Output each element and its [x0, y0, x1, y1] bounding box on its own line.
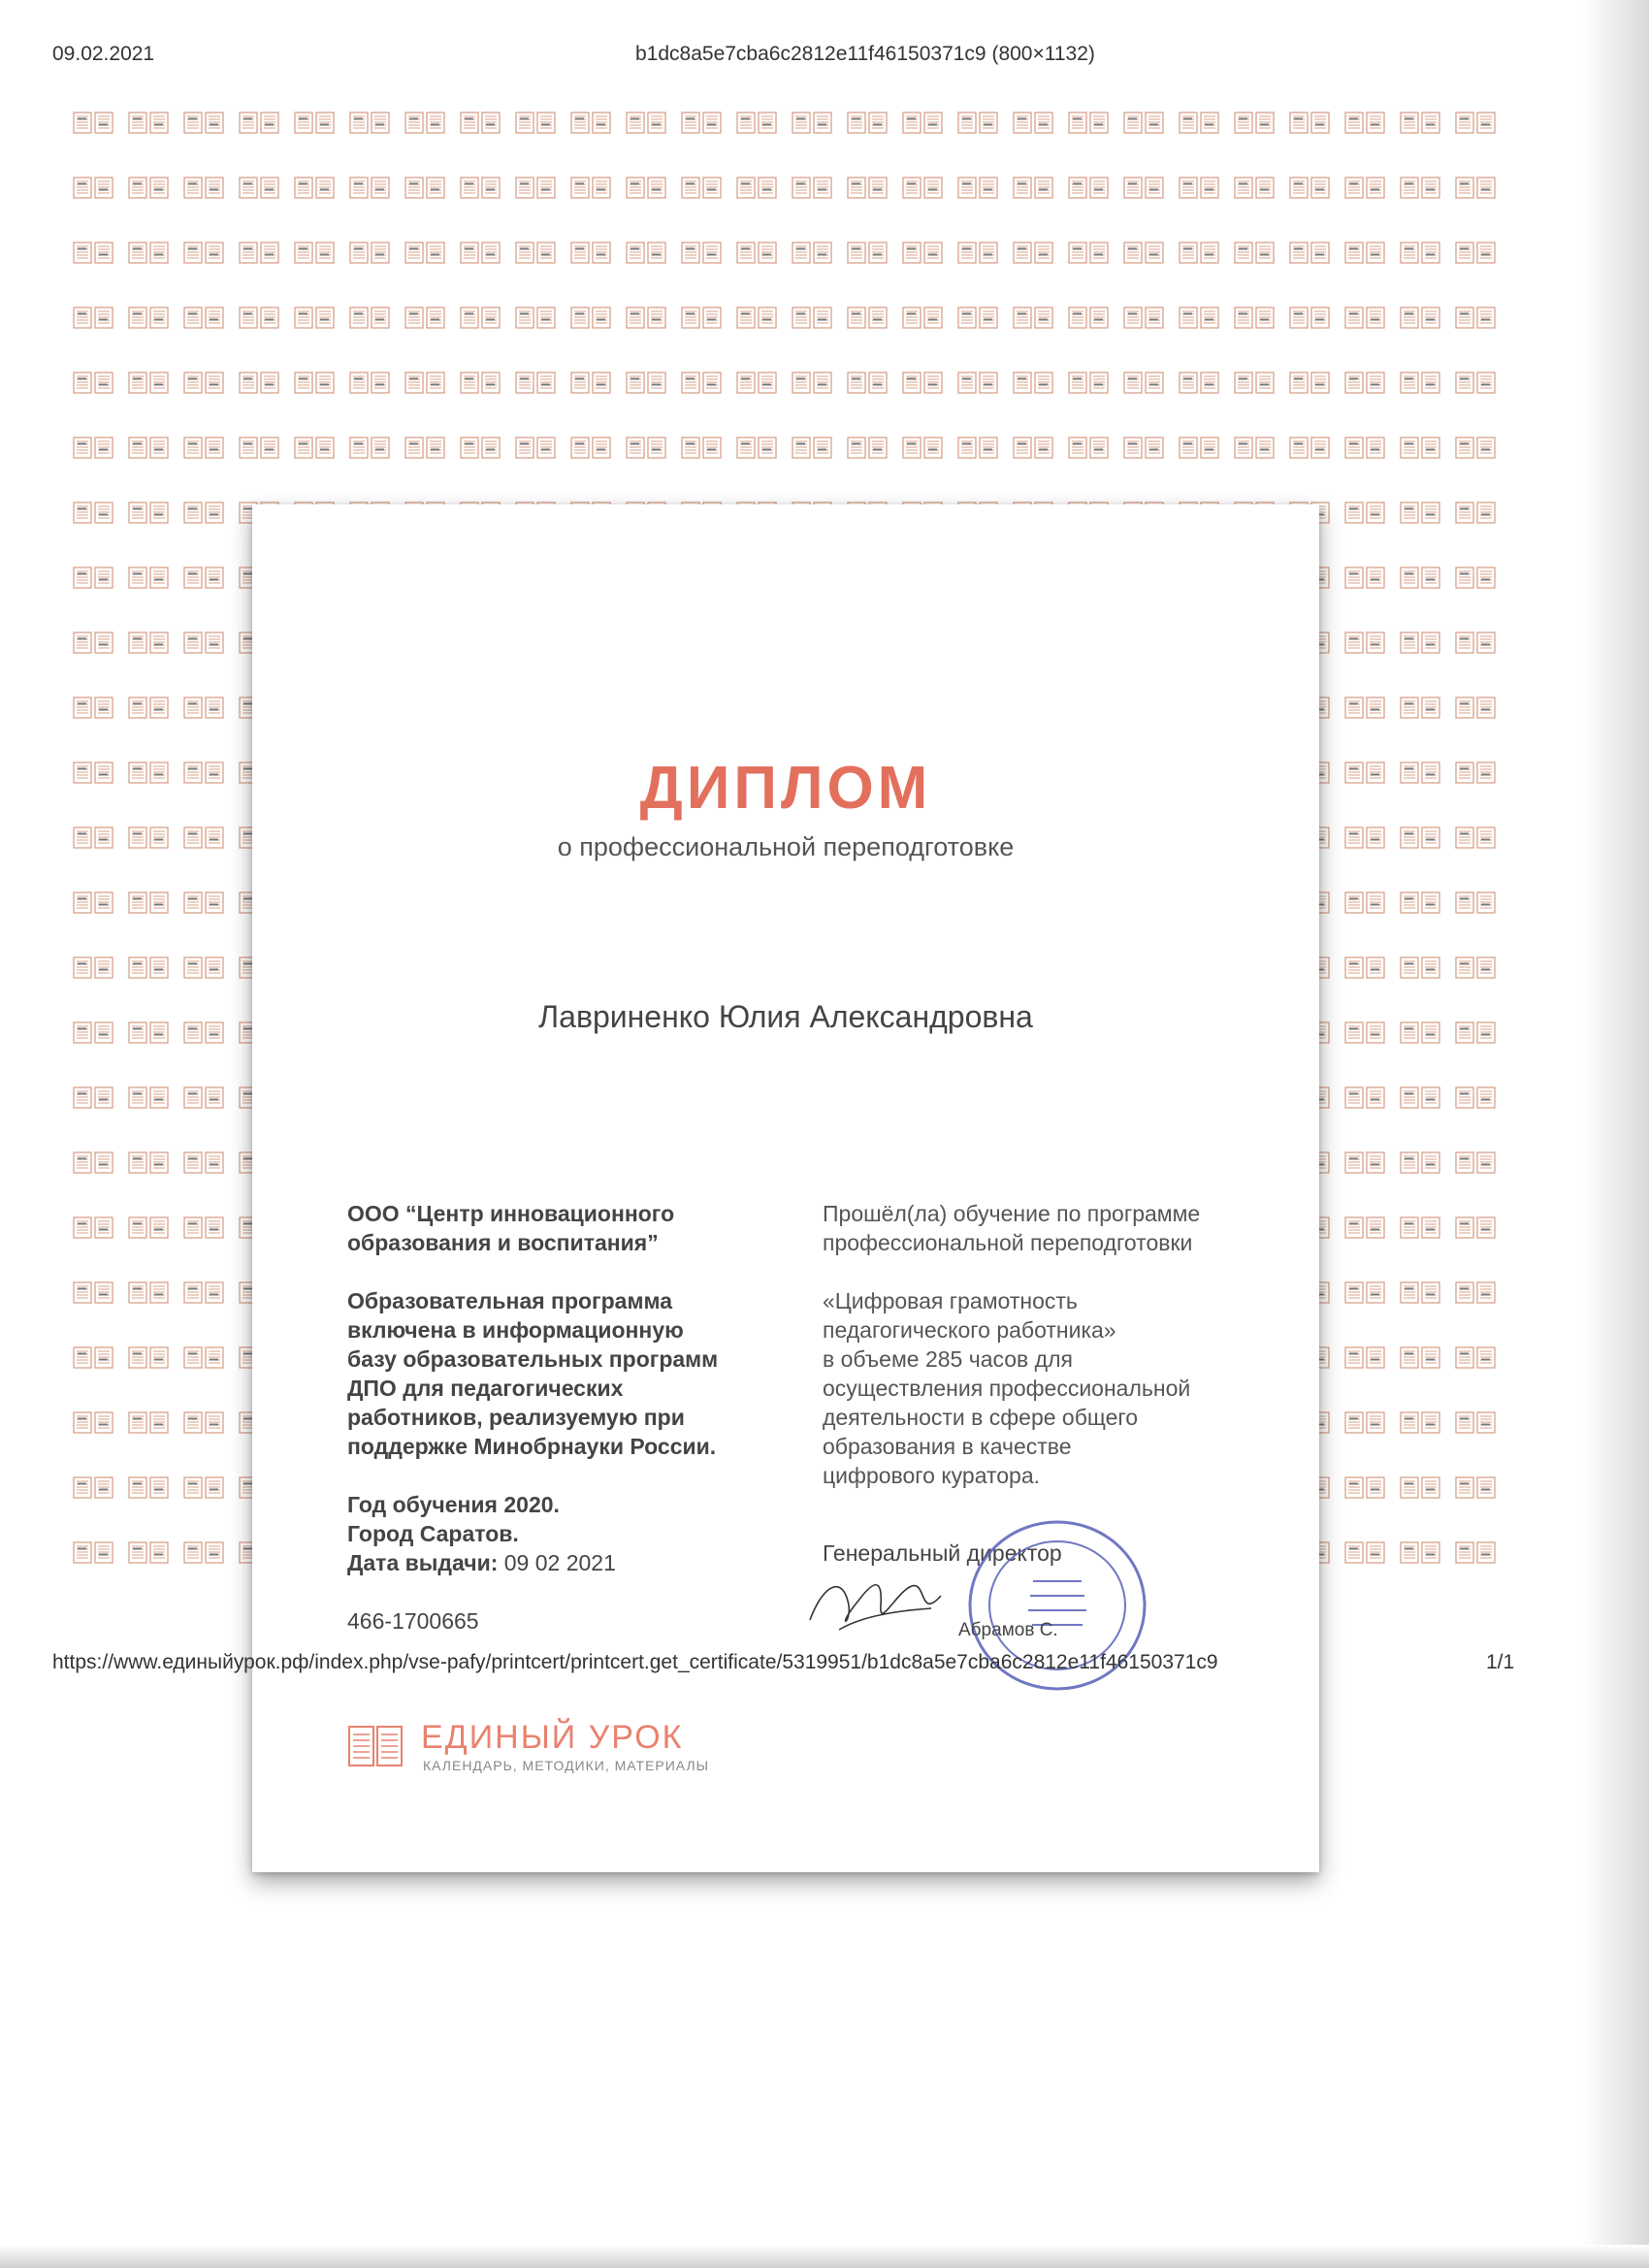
page-count: 1/1 [1486, 1651, 1515, 1673]
program-block [347, 1286, 793, 1461]
right-column [823, 1199, 1269, 1519]
issue-date-value: 09 02 2021 [503, 1550, 616, 1575]
book-logo-icon [347, 1723, 404, 1769]
program-line: Образовательная программа [347, 1288, 672, 1313]
course-line: осуществления профессиональной [823, 1376, 1191, 1401]
organization-block [347, 1199, 793, 1257]
course-line: деятельности в сфере общего [823, 1405, 1139, 1430]
left-column [347, 1199, 793, 1665]
course-line: образования в качестве [823, 1434, 1072, 1459]
print-header [0, 43, 1649, 72]
course-line: «Цифровая грамотность [823, 1288, 1078, 1313]
study-city: Город Саратов. [347, 1521, 519, 1546]
diploma-title: ДИПЛОМ [639, 755, 932, 822]
director-title: Генеральный директор [823, 1540, 1062, 1566]
course-line: в объеме 285 часов для [823, 1346, 1073, 1372]
course-line: цифрового куратора. [823, 1463, 1041, 1488]
program-line: базу образовательных программ [347, 1346, 719, 1372]
logo-brand: ЕДИНЫЙ УРОК [421, 1719, 684, 1756]
statement-line: Прошёл(ла) обучение по программе [823, 1201, 1201, 1226]
logo-tagline: КАЛЕНДАРЬ, МЕТОДИКИ, МАТЕРИАЛЫ [423, 1758, 710, 1773]
scan-shadow-edge [1581, 0, 1649, 2268]
recipient-name: Лавриненко Юлия Александровна [538, 999, 1033, 1034]
print-date: 09.02.2021 [52, 43, 155, 65]
program-line: ДПО для педагогических [347, 1376, 624, 1401]
edinyi-urok-logo [347, 1719, 755, 1777]
training-statement [823, 1199, 1269, 1257]
study-year: Год обучения 2020. [347, 1492, 560, 1517]
print-footer [0, 1651, 1649, 1680]
course-description [823, 1286, 1269, 1490]
program-line: работников, реализуемую при [347, 1405, 685, 1430]
details-block [347, 1490, 793, 1577]
program-line: включена в информационную [347, 1317, 684, 1343]
director-name: Абрамов С. [958, 1620, 1058, 1640]
scan-shadow-bottom [0, 2245, 1649, 2268]
course-line: педагогического работника» [823, 1317, 1116, 1343]
issue-date-label: Дата выдачи: [347, 1550, 499, 1575]
registration-number: 466-1700665 [347, 1608, 479, 1634]
print-url: https://www.единыйурок.рф/index.php/vse-pafy/printcert/printcert.get_certificate/5319951/b1dc8a5e7cba6c2812e11f46150371c9 [52, 1651, 1218, 1673]
print-doc-title: b1dc8a5e7cba6c2812e11f46150371c9 (800×1132) [635, 43, 1095, 65]
diploma-subtitle: о профессиональной переподготовке [557, 832, 1015, 861]
org-line: образования и воспитания” [347, 1230, 659, 1255]
statement-line: профессиональной переподготовки [823, 1230, 1193, 1255]
program-line: поддержке Минобрнауки России. [347, 1434, 717, 1459]
org-line: ООО “Центр инновационного [347, 1201, 675, 1226]
